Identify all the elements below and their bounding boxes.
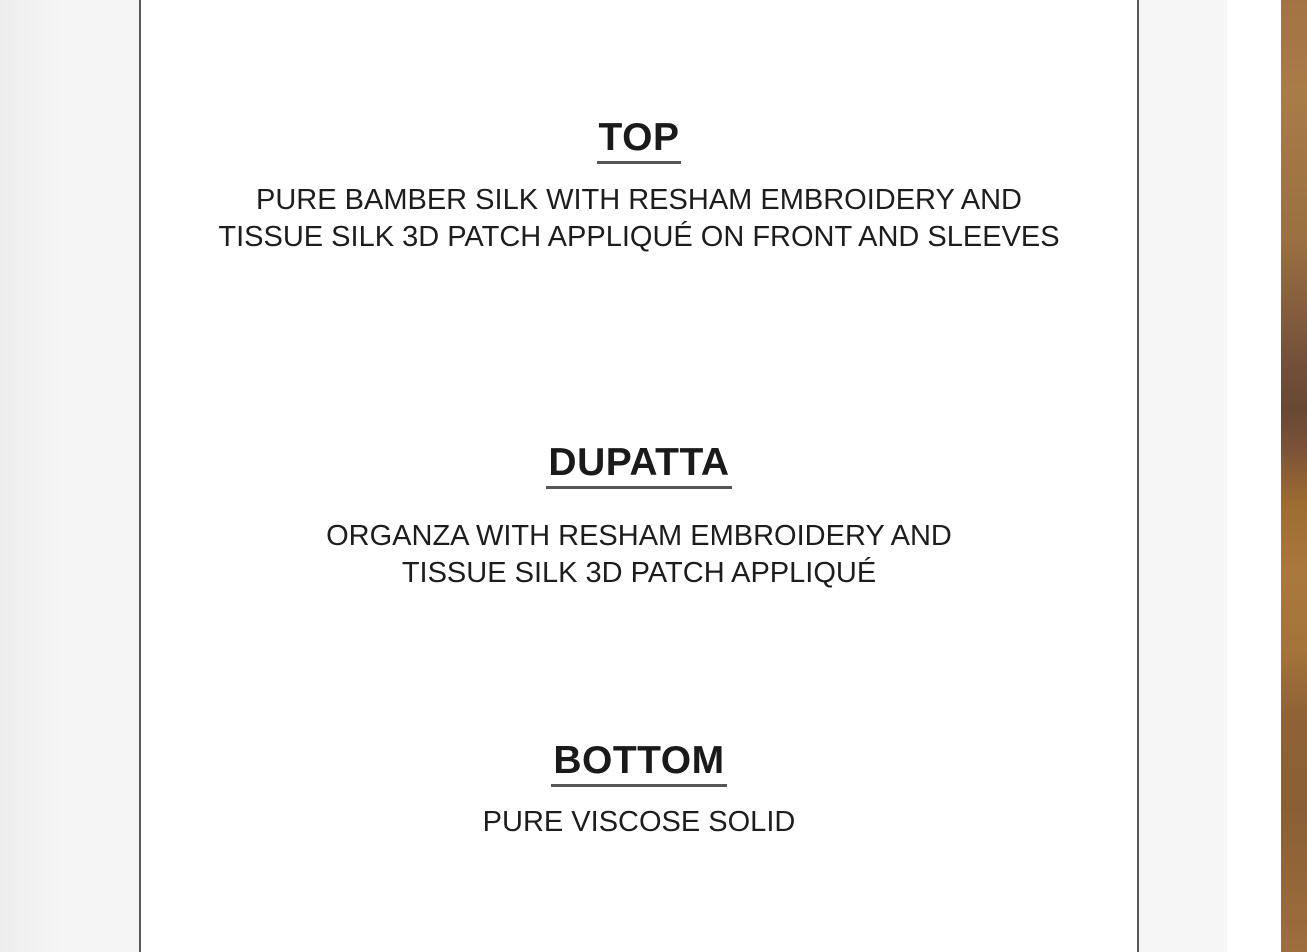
section-dupatta [141, 441, 1137, 489]
adjacent-image-edge [1281, 0, 1307, 952]
page-background-left [0, 0, 139, 952]
section-top-description-line-2: TISSUE SILK 3D PATCH APPLIQUÉ ON FRONT AND SLEEVES [218, 221, 1060, 253]
page-background-gap [1227, 0, 1281, 952]
section-top-description [141, 182, 1137, 256]
section-top-description-line-1: PURE BAMBER SILK WITH RESHAM EMBROIDERY AND [256, 184, 1022, 216]
section-dupatta-heading: DUPATTA [546, 441, 731, 489]
fabric-detail-card [139, 0, 1139, 952]
page-background-right [1139, 0, 1227, 952]
section-top-heading: TOP [597, 116, 682, 164]
section-top [141, 116, 1137, 164]
section-dupatta-description [141, 518, 1137, 592]
section-bottom-description [141, 804, 1137, 841]
section-bottom-description-line-1: PURE VISCOSE SOLID [482, 806, 796, 838]
section-dupatta-description-line-2: TISSUE SILK 3D PATCH APPLIQUÉ [401, 557, 877, 589]
section-dupatta-description-line-1: ORGANZA WITH RESHAM EMBROIDERY AND [326, 520, 952, 552]
section-bottom [141, 739, 1137, 787]
section-bottom-heading: BOTTOM [551, 739, 726, 787]
